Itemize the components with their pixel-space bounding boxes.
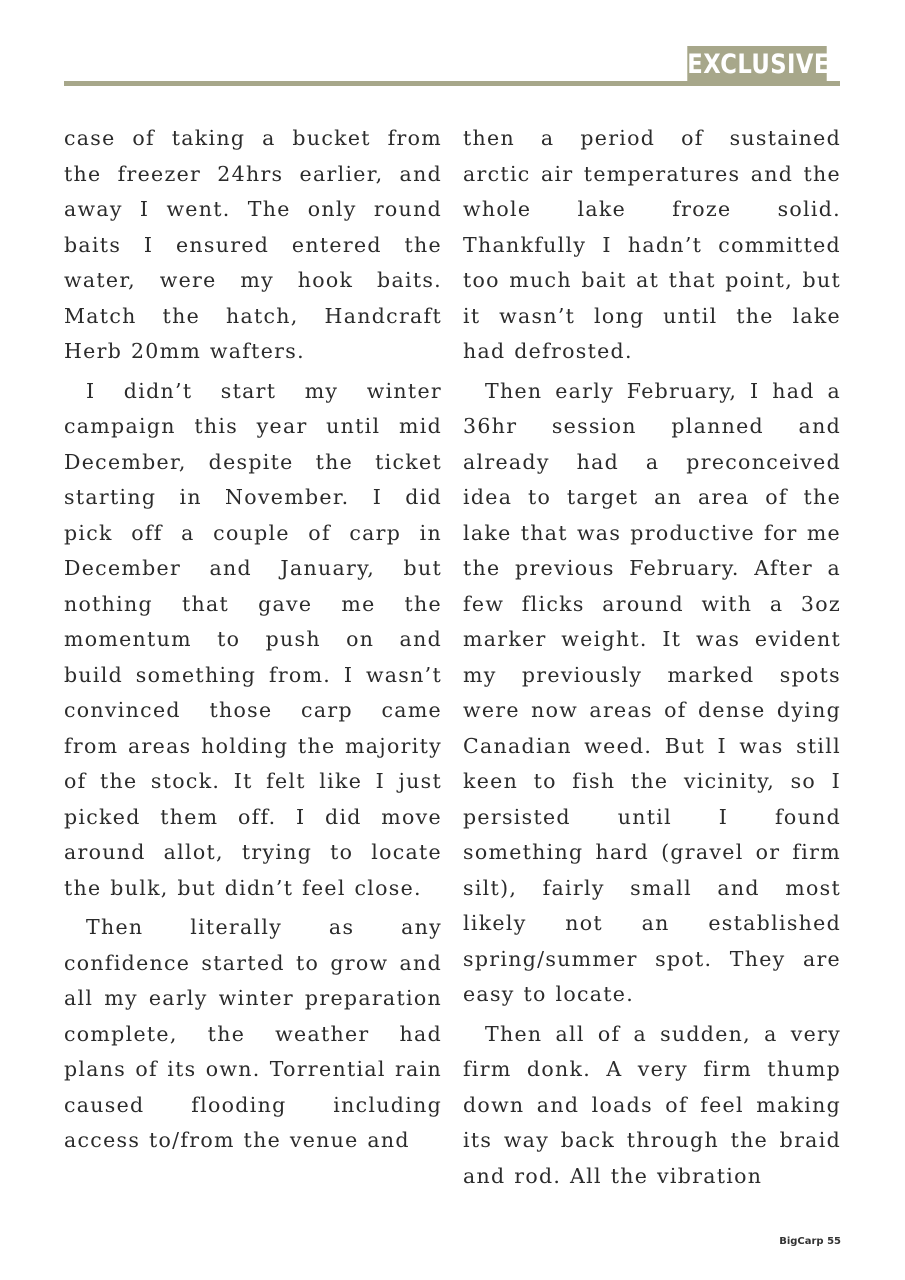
paragraph: I didn’t start my winter campaign this year until mid December, despite the ticket starting in November. I did pick off a couple of carp in December and January, but nothing that gave me the momentum to push on and build something from. I wasn’t convinced those carp came from areas holding the majority of the stock. It felt like I just picked them off. I did move around allot, trying to locate the bulk, but didn’t feel close. [64, 378, 442, 900]
paragraph: Then literally as any confidence started to grow and all my early winter preparation complete, the weather had plans of its own. Torrential rain caused flooding including access to/from the venue and [64, 915, 442, 1152]
article-column-right [463, 121, 841, 1198]
paragraph: Then early February, I had a 36hr session planned and already had a preconceived idea to target an area of the lake that was productive for me the previous February. After a few flicks around with a 3oz marker weight. It was evident my previously marked spots were now areas of dense dying Canadian weed. But I was still keen to fish the vicinity, so I persisted until I found something hard (gravel or firm silt), fairly small and most likely not an established spring/summer spot. They are easy to locate. [463, 378, 841, 1006]
header-rule [64, 81, 840, 86]
paragraph: Then all of a sudden, a very firm donk. A very firm thump down and loads of feel making its way back through the braid and rod. All the vibration [463, 1021, 841, 1188]
paragraph: then a period of sustained arctic air temperatures and the whole lake froze solid. Thankfully I hadn’t committed too much bait at that point, but it wasn’t long until the lake had defrosted. [463, 126, 841, 363]
section-tag: EXCLUSIVE [687, 46, 826, 82]
page-folio: BigCarp 55 [779, 1236, 841, 1247]
paragraph: case of taking a bucket from the freezer 24hrs earlier, and away I went. The only round baits I ensured entered the water, were my hook baits. Match the hatch, Handcraft Herb 20mm wafters. [64, 126, 442, 363]
article-column-left [64, 121, 442, 1163]
